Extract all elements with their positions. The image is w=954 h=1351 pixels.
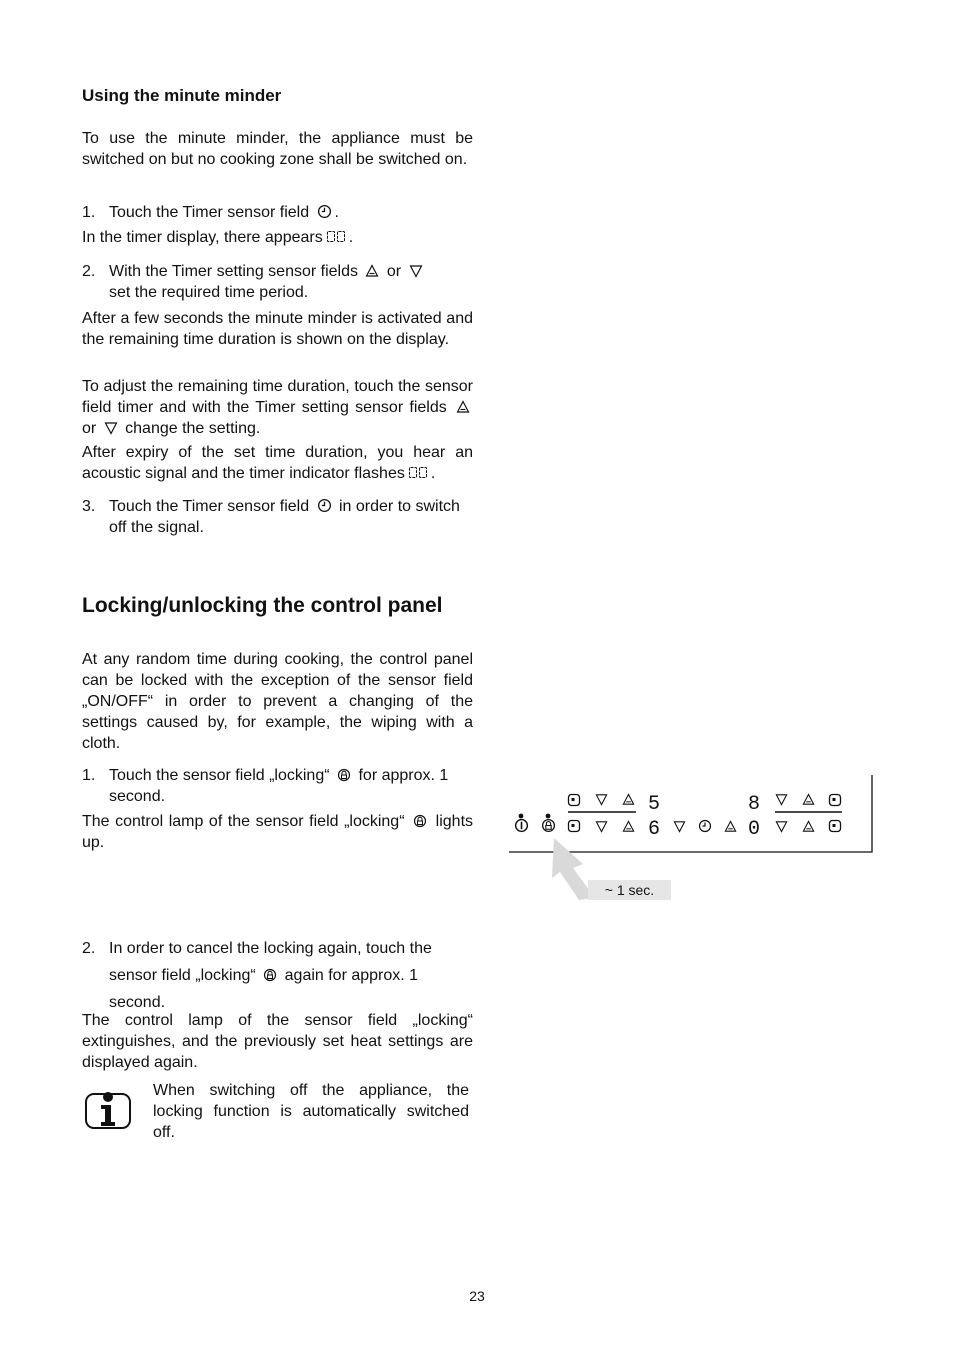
locking-step-1	[82, 765, 473, 807]
timer-clock-icon	[317, 498, 332, 513]
step-text: In order to cancel the locking again, touch the sensor field „locking“	[109, 940, 432, 984]
adjust-paragraph: To adjust the remaining time duration, touch the sensor field timer and with the Timer setting sensor fields or change the setting.	[82, 378, 473, 437]
display-digit: 0	[747, 818, 761, 841]
display-digit: 6	[647, 818, 661, 841]
step-text-cont: set the required time period.	[109, 284, 309, 301]
minute-minder-step-2	[82, 261, 473, 303]
step-number: 3.	[82, 498, 96, 515]
step-text-cont: in order to switch off the signal.	[109, 498, 460, 536]
step-text: Touch the sensor field „locking“	[109, 767, 330, 784]
lock-icon	[263, 968, 277, 982]
double-zero-display-icon	[326, 230, 346, 244]
activated-paragraph: After a few seconds the minute minder is activated and the remaining time duration is shown on the display.	[82, 310, 473, 348]
info-note: When switching off the appliance, the locking function is automatically switched off.	[153, 1082, 469, 1141]
lock-icon	[413, 814, 427, 828]
step-text: Touch the Timer sensor field	[109, 498, 310, 515]
locking-heading: Locking/unlocking the control panel	[82, 594, 443, 617]
double-zero-display-icon	[408, 466, 428, 480]
step-number: 1.	[82, 204, 96, 221]
step-number: 2.	[82, 263, 96, 280]
minute-minder-heading: Using the minute minder	[82, 86, 282, 105]
page-number: 23	[469, 1288, 485, 1304]
timer-up-icon	[365, 264, 379, 278]
minute-minder-step-1: 1. Touch the Timer sensor field .	[82, 204, 339, 221]
locking-step-2	[82, 935, 473, 1016]
step-number: 1.	[82, 767, 96, 784]
locking-intro: At any random time during cooking, the control panel can be locked with the exception of the sensor field „ON/OFF“ in order to prevent a changing of the settings caused by, for example, the wiping with a cloth.	[82, 651, 473, 752]
control-panel-illustration	[505, 770, 885, 910]
timer-display-note: In the timer display, there appears .	[82, 229, 354, 246]
step-number: 2.	[82, 940, 96, 957]
extinguish-paragraph: The control lamp of the sensor field „locking“ extinguishes, and the previously set heat settings are displayed again.	[82, 1012, 473, 1071]
step-text: Touch the Timer sensor field	[109, 204, 310, 221]
or-word: or	[386, 263, 402, 280]
step-text-cont: again for approx. 1 second.	[109, 967, 419, 1011]
info-icon	[84, 1088, 134, 1134]
minute-minder-step-3	[82, 496, 473, 538]
step-text: With the Timer setting sensor fields	[109, 263, 358, 280]
lamp-lights-paragraph: The control lamp of the sensor field „locking“ lights up.	[82, 813, 474, 851]
display-digit: 5	[647, 793, 661, 816]
timer-up-icon	[456, 400, 470, 414]
step-text-cont: for approx. 1 second.	[109, 767, 449, 805]
minute-minder-intro: To use the minute minder, the appliance must be switched on but no cooking zone shall be switched on.	[82, 130, 473, 168]
expiry-paragraph: After expiry of the set time duration, you hear an acoustic signal and the timer indicator flashes .	[82, 444, 473, 482]
press-duration-label: ~ 1 sec.	[588, 880, 671, 900]
display-digit: 8	[747, 793, 761, 816]
timer-down-icon	[409, 264, 423, 278]
lock-icon	[337, 768, 351, 782]
timer-down-icon	[104, 421, 118, 435]
timer-clock-icon	[317, 204, 332, 219]
